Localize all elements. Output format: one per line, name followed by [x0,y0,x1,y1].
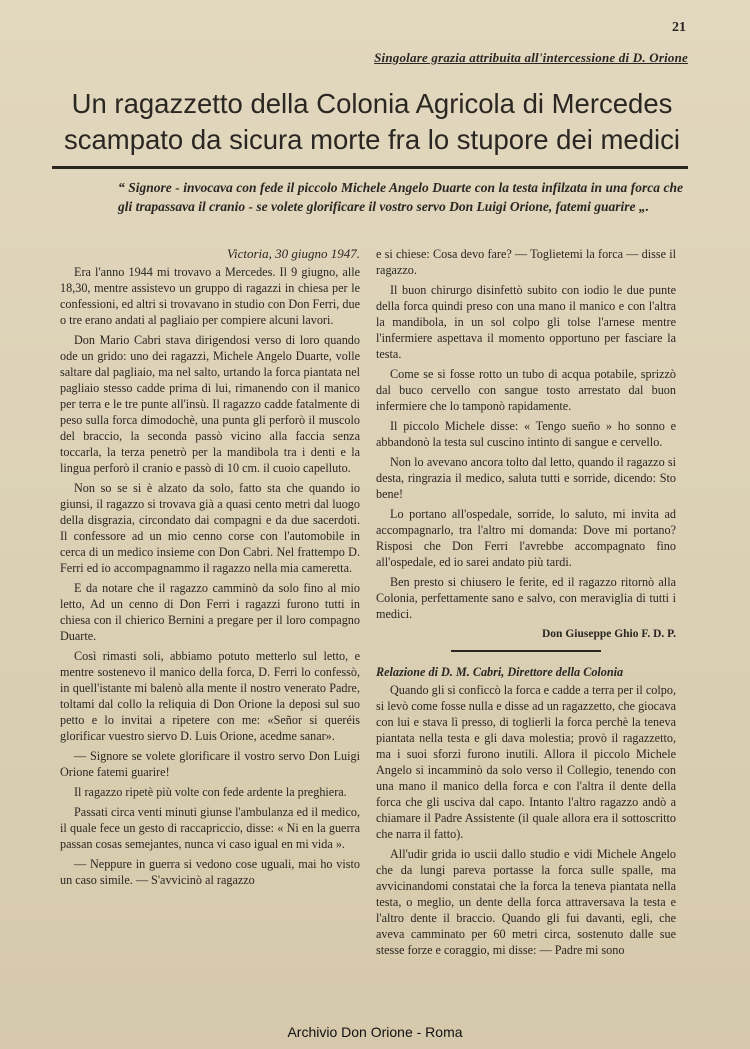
paragraph: — Signore se volete glorificare il vostro servo Don Luigi Orione fatemi guarire! [60,749,360,779]
article-headline: Un ragazzetto della Colonia Agricola di Mercedes scampato da sicura morte fra lo stupore dei medici [64,88,680,155]
paragraph: Come se si fosse rotto un tubo di acqua potabile, sprizzò dal buco cervello con sangue tosto arrestato dal buon infermiere che lo tamponò rapidamente. [376,367,676,413]
paragraph: Don Mario Cabri stava dirigendosi verso di loro quando ode un grido: uno dei ragazzi, Michele Angelo Duarte, volle saltare dal pagliaio, ma nel salto, urtando la forca piantata nel pagliaio stesso cadde prima di lui, rimanendo con il manico per terra e le tre punte all'insù. Il ragazzo cadde fatalmente di peso sulla forca dimodochè, una punta gli perforò il muscolo del braccio, la seconda passò vicino alla faccia senza toccarla, la terza penetrò per la mandibola tra i denti e la lingua perforò il cranio e passò di 10 cm. il cuoio capelluto. [60,333,360,475]
archive-footer: Archivio Don Orione - Roma [287,1024,463,1040]
article-kicker: Singolare grazia attribuita all'intercessione di D. Orione [374,50,688,65]
paragraph: Il buon chirurgo disinfettò subito con iodio le due punte della forca quindi preso con una mano il manico e con l'altra la mandibola, in un sol colpo gli tolse l'arnese mentre l'infermiere aspettava il momento opportuno per fasciare la testa. [376,283,676,361]
headline-rule [52,166,688,169]
section-divider [451,650,601,652]
paragraph: Passati circa venti minuti giunse l'ambulanza ed il medico, il quale fece un gesto di raccapriccio, disse: « Ni en la guerra passan cosas semejantes, nunca vi caso igual en mi vida ». [60,805,360,851]
dateline: Victoria, 30 giugno 1947. [226,246,360,261]
paragraph: Non lo avevano ancora tolto dal letto, quando il ragazzo si desta, ringrazia il medico, saluta tutti e sorride, dicendo: Sto bene! [376,455,676,501]
paragraph: Quando gli si conficcò la forca e cadde a terra per il colpo, si levò come fosse nulla e disse ad un ragazzetto, che giocava con lui e stava lì presso, di toglierli la forca perchè la teneva piantata nella testa e gli dava molestia; provò il ragazzetto, ma i suoi sforzi furono inutili. Allora il piccolo Michele Angelo si incamminò da solo verso il Collegio, tenendo con una mano il manico della forca e con l'altra il dente della forca che gli usciva dal capo. Intanto l'altro ragazzo andò a chiamare il Padre Assistente (il quale allora era il sottoscritto che narra il fatto). [376,683,676,841]
page-number: 21 [672,20,686,35]
paragraph: Il ragazzo ripetè più volte con fede ardente la preghiera. [74,785,347,799]
paragraph: All'udir grida io uscii dallo studio e vidi Michele Angelo che da lungi pareva portasse la forca sulle spalle, ma avvicinandomi constatai che la forca la teneva piantata nella testa, o meglio, un dente della forca attraversava la testa e l'altro dente il braccio. Quando gli fui davanti, egli, che aveva camminato per 60 metri circa, sostenuto dalle sue stesse forze e coraggio, mi disse: — Padre mi sono [376,847,676,957]
paragraph: Il piccolo Michele disse: « Tengo sueño » ho sonno e abbandonò la testa sul cuscino intinto di sangue e cervello. [376,419,676,449]
paragraph: e si chiese: Cosa devo fare? — Toglietemi la forca — disse il ragazzo. [376,247,676,277]
paragraph: Così rimasti soli, abbiamo potuto metterlo sul letto, e mentre sostenevo il manico della forca, D. Ferri lo confessò, in quell'istante mi balenò alla mente il nostro venerato Padre, toltami dal collo la reliquia di Don Orione la deposi sul suo petto e lo invitai a ripetere con me: «Señor si queréis glorificar vuestro siervo D. Luis Orione, acedme sanar». [60,649,360,743]
paragraph: Lo portano all'ospedale, sorride, lo saluto, mi invita ad accompagnarlo, tra l'altro mi domanda: Dove mi portano? Risposi che Don Ferri l'avrebbe accompagnato fino all'ospedale, ed io sarei andato più tardi. [376,507,676,569]
report-heading: Relazione di D. M. Cabri, Direttore della Colonia [376,665,624,679]
paragraph: Era l'anno 1944 mi trovavo a Mercedes. Il 9 giugno, alle 18,30, mentre assistevo un gruppo di ragazzi in chiesa per le confessioni, ed altri si trovavano in studio con Don Ferri, due o tre erano andati al pagliaio per compiere alcuni lavori. [60,265,360,327]
right-column [376,246,676,962]
paragraph: Ben presto si chiusero le ferite, ed il ragazzo ritornò alla Colonia, perfettamente sano e salvo, con meraviglia di tutti i medici. [376,575,676,621]
paragraph: E da notare che il ragazzo camminò da solo fino al mio letto, Ad un cenno di Don Ferri i ragazzi furono tutti in chiesa con il chierico Bernini a pregare per il loro compagno Duarte. [60,581,360,643]
signature: Don Giuseppe Ghio F. D. P. [542,628,676,640]
left-column [60,246,360,892]
article-lead-quote: “ Signore - invocava con fede il piccolo Michele Angelo Duarte con la testa infilzata in una forca che gli trapassava il cranio - se volete glorificare il vostro servo Don Luigi Orione, fatemi guarire „. [118,180,683,214]
paragraph: — Neppure in guerra si vedono cose uguali, mai ho visto un caso simile. — S'avvicinò al ragazzo [60,857,360,887]
paragraph: Non so se si è alzato da solo, fatto sta che quando io giunsi, il ragazzo si trovava già a quasi cento metri dal luogo della disgrazia, circondato dai compagni e da due sacerdoti. Il confessore ad un mio cenno corse con l'automobile in cerca di un medico insieme con Don Cabri. Nel frattempo D. Ferri ed io accompagnammo il ragazzo nella mia cameretta. [60,481,360,575]
